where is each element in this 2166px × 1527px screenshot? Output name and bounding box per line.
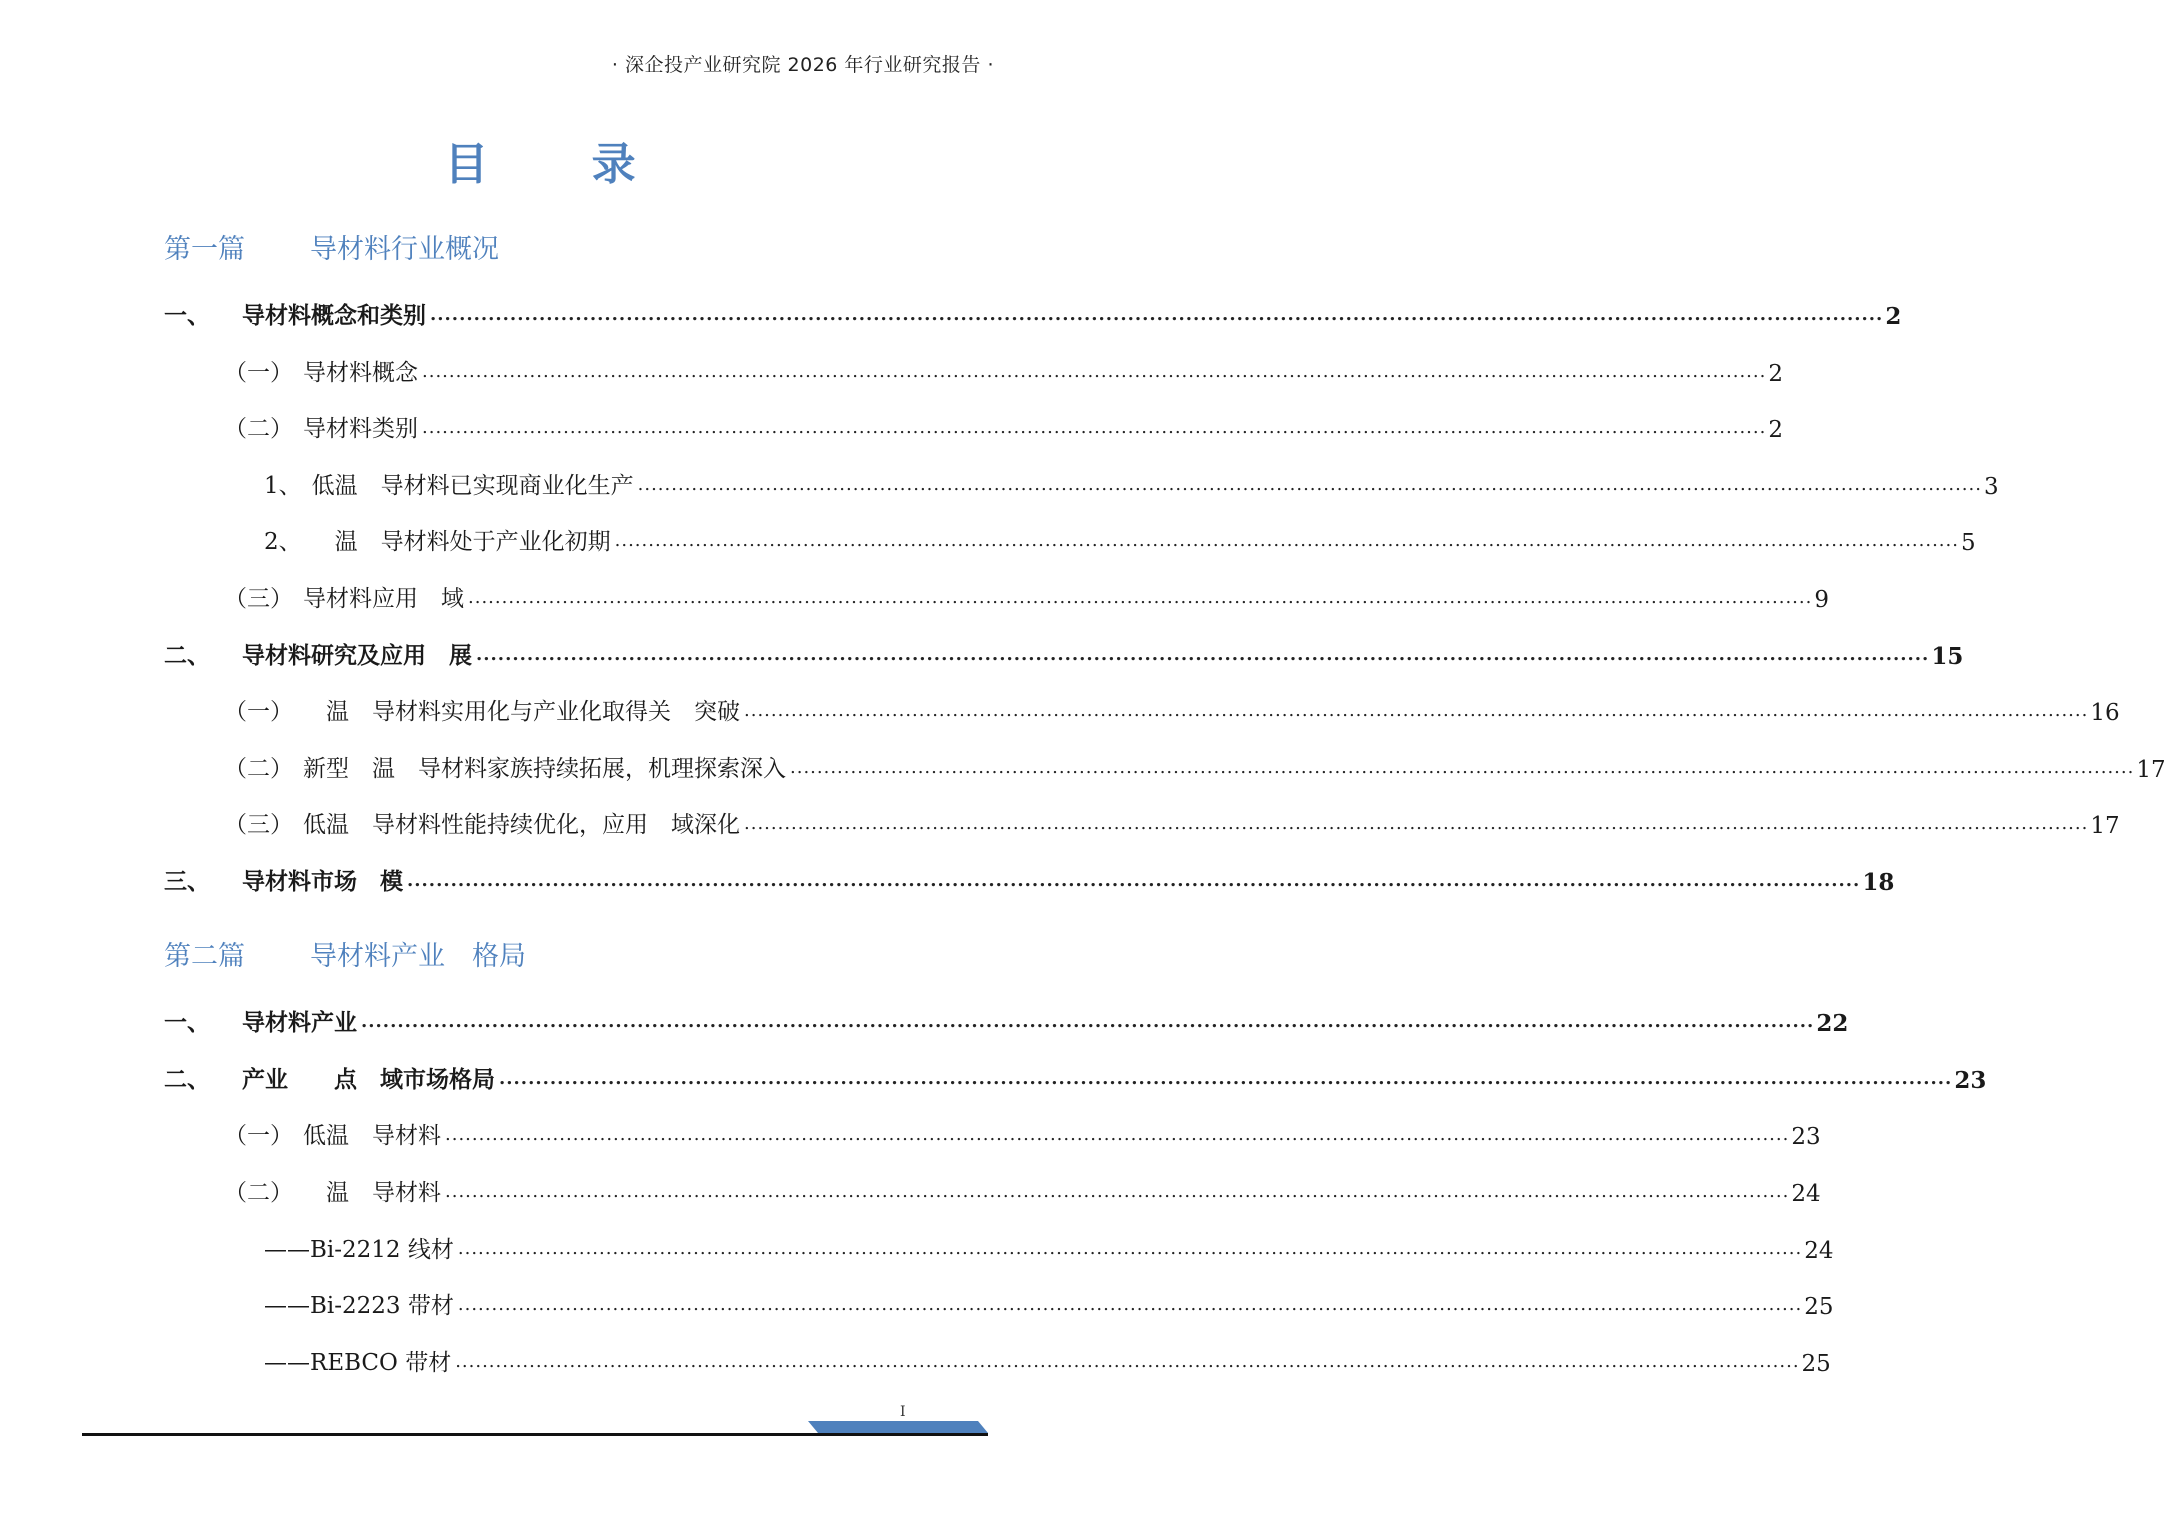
toc-page-number: 17	[2090, 813, 2120, 839]
dot-leader: ........................................................................................................................................................................................................	[407, 870, 1861, 891]
toc-entry[interactable]	[164, 1062, 1987, 1094]
footer-rule	[82, 1433, 988, 1436]
toc-entry-number: （一）	[224, 360, 293, 386]
toc-entry[interactable]	[224, 581, 1829, 613]
dot-leader: ........................................................................................................................................................................................................	[637, 474, 1982, 495]
toc-entry-label	[224, 1174, 441, 1207]
toc-page-number: 2	[1768, 361, 1783, 387]
page-title: 目 录	[444, 139, 680, 190]
toc-entry[interactable]	[224, 355, 1783, 387]
toc-entry-text: 导材料产业	[242, 1009, 357, 1036]
part-label: 第一篇	[164, 234, 245, 265]
dot-leader: ........................................................................................................................................................................................................	[445, 1181, 1790, 1202]
toc-entry-number: （二）	[224, 416, 293, 442]
toc-page-number: 24	[1804, 1238, 1834, 1264]
toc-entry-text: 导材料研究及应用 展	[242, 642, 472, 669]
dot-leader: ........................................................................................................................................................................................................	[457, 1294, 1803, 1315]
dot-leader: ........................................................................................................................................................................................................	[744, 700, 2089, 721]
toc-entry-label	[164, 863, 403, 896]
dot-leader: ........................................................................................................................................................................................................	[614, 530, 1959, 551]
toc-entry[interactable]	[264, 1345, 1831, 1377]
toc-entry-number: （二）	[224, 1180, 293, 1206]
toc-entry-label	[164, 297, 426, 330]
dot-leader: ........................................................................................................................................................................................................	[499, 1068, 1953, 1089]
toc-entry-label	[224, 1117, 441, 1150]
toc-entry-number: （三）	[224, 586, 293, 612]
toc-entry-text: 低温 导材料性能持续优化，应用 域深化	[303, 812, 740, 838]
toc-entry-text: 导材料概念和类别	[242, 302, 426, 329]
toc-entry-label	[264, 523, 611, 556]
toc-entry[interactable]	[224, 1118, 1821, 1150]
dot-leader: ........................................................................................................................................................................................................	[744, 813, 2089, 834]
toc-entry[interactable]	[164, 1005, 1849, 1037]
toc-entry-number: （二）	[224, 756, 293, 782]
toc-entry[interactable]	[264, 524, 1976, 556]
toc-entry-number: （一）	[224, 1123, 293, 1149]
toc-entry[interactable]	[224, 411, 1783, 443]
toc-page-number: 23	[1791, 1124, 1821, 1150]
toc-entry-number: 1、	[264, 473, 302, 499]
toc-entry-label	[264, 1231, 454, 1264]
toc-entry-label	[264, 467, 634, 500]
toc-entry-number: 三、	[164, 868, 210, 895]
toc-entry-text: ——Bi-2223 带材	[264, 1293, 454, 1319]
toc-entry-label	[224, 750, 786, 783]
toc-entry-label	[224, 354, 418, 387]
dot-leader: ........................................................................................................................................................................................................	[457, 1238, 1803, 1259]
toc-entry-text: 导材料市场 模	[242, 868, 403, 895]
toc-page-number: 23	[1954, 1067, 1987, 1094]
part-heading	[164, 227, 499, 266]
dot-leader: ........................................................................................................................................................................................................	[455, 1351, 1800, 1372]
part-title: 导材料行业概况	[310, 234, 499, 265]
toc-page-number: 2	[1768, 417, 1783, 443]
dot-leader: ........................................................................................................................................................................................................	[422, 361, 1767, 382]
part-heading	[164, 934, 526, 973]
toc-entry-text: 产业 点 域市场格局	[242, 1066, 495, 1093]
toc-entry-label	[264, 1287, 454, 1320]
toc-entry[interactable]	[224, 694, 2120, 726]
toc-entry-text: 温 导材料实用化与产业化取得关 突破	[303, 699, 740, 725]
toc-entry-number: 2、	[264, 529, 302, 555]
toc-entry-number: （三）	[224, 812, 293, 838]
toc-page-number: 18	[1862, 869, 1895, 896]
toc-page-number: 9	[1814, 587, 1829, 613]
toc-entry-number: （一）	[224, 699, 293, 725]
toc-page-number: 16	[2090, 700, 2120, 726]
dot-leader: ........................................................................................................................................................................................................	[422, 417, 1767, 438]
part-label: 第二篇	[164, 941, 245, 972]
toc-entry[interactable]	[164, 638, 1964, 670]
toc-entry[interactable]	[164, 864, 1895, 896]
toc-entry[interactable]	[164, 298, 1902, 330]
part-title: 导材料产业 格局	[310, 941, 526, 972]
toc-page-number: 5	[1960, 530, 1976, 556]
toc-entry-number: 一、	[164, 1009, 210, 1036]
dot-leader: ........................................................................................................................................................................................................	[790, 757, 2135, 778]
toc-entry-label	[224, 806, 740, 839]
toc-entry-label	[224, 410, 418, 443]
toc-entry-number: 一、	[164, 302, 210, 329]
page-number: I	[900, 1404, 906, 1420]
dot-leader: ........................................................................................................................................................................................................	[476, 644, 1930, 665]
toc-entry-text: 低温 导材料	[303, 1123, 441, 1149]
toc-page-number: 17	[2136, 757, 2166, 783]
toc-entry-label	[224, 693, 740, 726]
toc-entry[interactable]	[264, 468, 1999, 500]
toc-entry[interactable]	[224, 807, 2120, 839]
running-header: · 深企投产业研究院 2026 年行业研究报告 ·	[611, 54, 994, 76]
toc-entry-text: 导材料概念	[303, 360, 418, 386]
toc-entry-text: ——REBCO 带材	[264, 1350, 452, 1376]
toc-entry-label	[164, 1004, 357, 1037]
toc-entry-text: 温 导材料	[303, 1180, 441, 1206]
toc-entry[interactable]	[224, 1175, 1821, 1207]
toc-entry-label	[164, 1061, 495, 1094]
toc-entry[interactable]	[264, 1232, 1834, 1264]
toc-entry-text: 导材料应用 域	[303, 586, 464, 612]
toc-entry-text: 新型 温 导材料家族持续拓展，机理探索深入	[303, 756, 786, 782]
toc-entry-label	[224, 580, 464, 613]
toc-page-number: 24	[1791, 1181, 1821, 1207]
toc-page-number: 25	[1804, 1294, 1834, 1320]
toc-page-number: 3	[1983, 474, 1999, 500]
toc-entry[interactable]	[264, 1288, 1834, 1320]
toc-entry-number: 二、	[164, 1066, 210, 1093]
toc-entry-text: 低温 导材料已实现商业化生产	[311, 473, 634, 499]
dot-leader: ........................................................................................................................................................................................................	[468, 587, 1813, 608]
footer-accent-shape	[808, 1421, 988, 1433]
toc-entry-text: 导材料类别	[303, 416, 418, 442]
toc-page-number: 15	[1931, 643, 1964, 670]
toc-entry-label	[264, 1344, 451, 1377]
toc-entry[interactable]	[224, 751, 2166, 783]
toc-page-number: 2	[1885, 303, 1902, 330]
dot-leader: ........................................................................................................................................................................................................	[361, 1011, 1815, 1032]
toc-entry-text: 温 导材料处于产业化初期	[311, 529, 611, 555]
toc-page-number: 22	[1816, 1010, 1849, 1037]
toc-entry-label	[164, 637, 472, 670]
dot-leader: ........................................................................................................................................................................................................	[445, 1124, 1790, 1145]
toc-entry-text: ——Bi-2212 线材	[264, 1237, 454, 1263]
toc-entry-number: 二、	[164, 642, 210, 669]
dot-leader: ........................................................................................................................................................................................................	[430, 304, 1884, 325]
toc-page-number: 25	[1801, 1351, 1831, 1377]
